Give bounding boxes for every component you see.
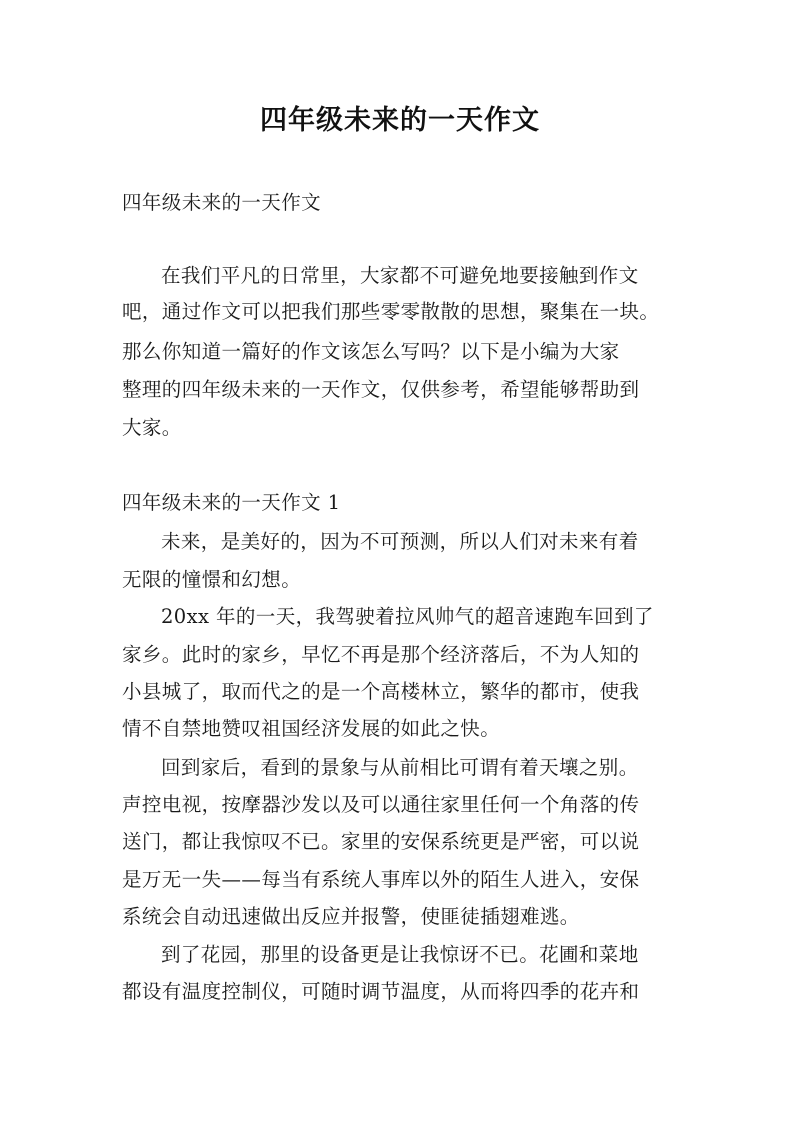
body-line: 到了花园，那里的设备更是让我惊讶不已。花圃和菜地 [161,943,639,966]
subtitle: 四年级未来的一天作文 [122,191,322,214]
body-line: 小县城了，取而代之的是一个高楼林立，繁华的都市，使我 [122,680,640,703]
body-line: 未来，是美好的，因为不可预测，所以人们对未来有着 [161,530,639,553]
body-line: 送门，都让我惊叹不已。家里的安保系统更是严密，可以说 [122,830,640,853]
body-line: 是万无一失——每当有系统人事库以外的陌生人进入，安保 [122,868,640,891]
body-line: 回到家后，看到的景象与从前相比可谓有着天壤之别。 [161,756,639,779]
section-heading: 四年级未来的一天作文 1 [122,491,341,514]
body-line: 家乡。此时的家乡，早忆不再是那个经济落后，不为人知的 [122,643,640,666]
body-line: 无限的憧憬和幻想。 [122,568,302,591]
intro-line: 整理的四年级未来的一天作文，仅供参考，希望能够帮助到 [122,378,640,401]
document-title: 四年级未来的一天作文 [260,105,540,136]
body-line: 声控电视，按摩器沙发以及可以通往家里任何一个角落的传 [122,793,640,816]
intro-line: 在我们平凡的日常里，大家都不可避免地要接触到作文 [161,264,639,287]
body-line: 情不自禁地赞叹祖国经济发展的如此之快。 [122,717,501,740]
body-line: 都设有温度控制仪，可随时调节温度，从而将四季的花卉和 [122,980,640,1003]
intro-line: 大家。 [122,416,182,439]
body-line: 系统会自动迅速做出反应并报警，使匪徒插翅难逃。 [122,905,580,928]
intro-line: 那么你知道一篇好的作文该怎么写吗？以下是小编为大家 [122,340,620,363]
intro-line: 吧，通过作文可以把我们那些零零散散的思想，聚集在一块。 [122,300,660,323]
body-line: 20xx 年的一天，我驾驶着拉风帅气的超音速跑车回到了 [161,605,654,628]
